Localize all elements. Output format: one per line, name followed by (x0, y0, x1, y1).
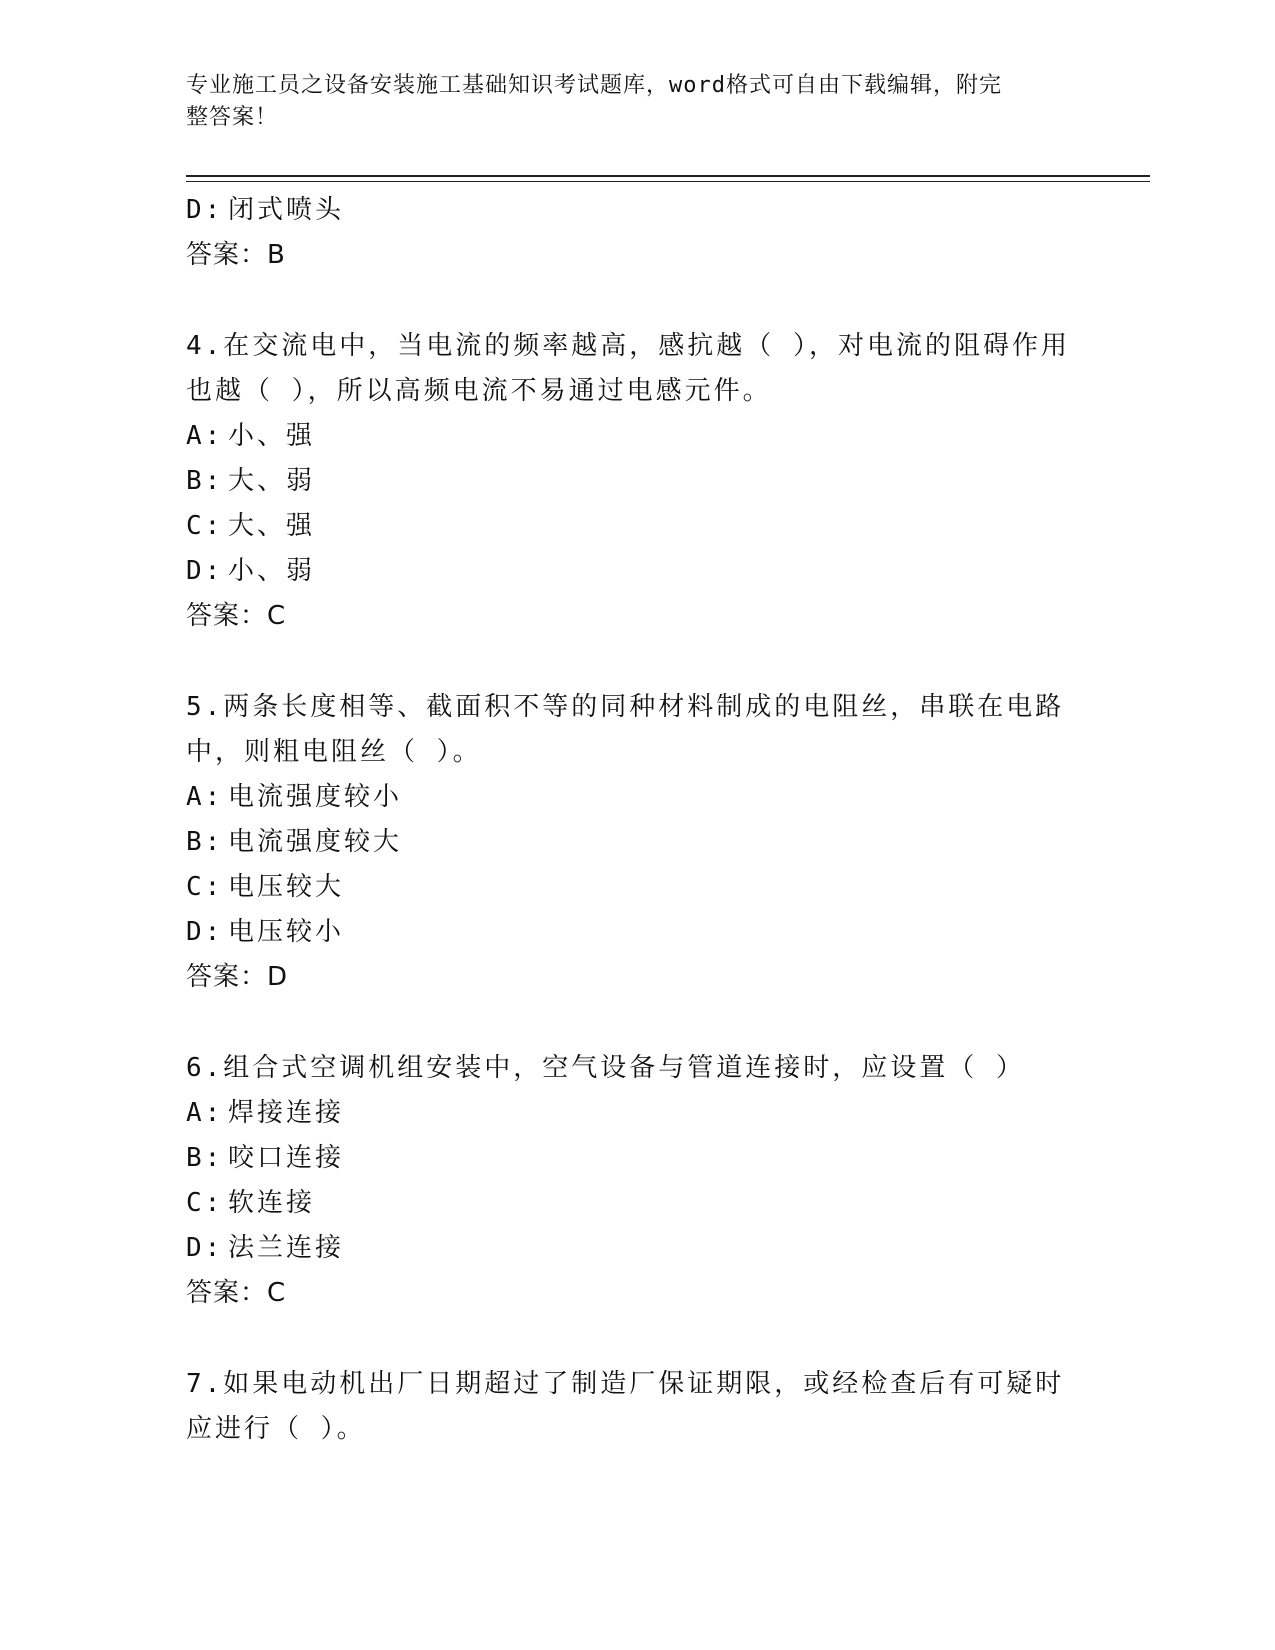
question-text: 7.如果电动机出厂日期超过了制造厂保证期限，或经检查后有可疑时 (186, 1369, 1065, 1399)
option-d (186, 549, 1086, 594)
option-c (186, 1181, 1086, 1226)
option-b (186, 459, 1086, 504)
option-d (186, 1226, 1086, 1271)
option-text: 大、强 (228, 511, 316, 541)
question-text: 中，则粗电阻丝（ ）。 (186, 737, 482, 767)
option-text: 电流强度较小 (228, 782, 403, 812)
option-letter: B: (186, 827, 224, 857)
question-block (186, 685, 1086, 1000)
option-letter: B: (186, 1143, 224, 1173)
option-text: 电压较小 (228, 917, 345, 947)
option-letter: B: (186, 466, 224, 496)
question-text: 应进行（ ）。 (186, 1414, 366, 1444)
header-rule-thin (186, 181, 1150, 182)
question-block (186, 324, 1086, 639)
answer-line: 答案：D (186, 962, 289, 992)
option-c (186, 865, 1086, 910)
option-b (186, 820, 1086, 865)
option-text: 大、弱 (228, 466, 316, 496)
question-text: 5.两条长度相等、截面积不等的同种材料制成的电阻丝，串联在电路 (186, 692, 1065, 722)
option-c (186, 504, 1086, 549)
answer-line: 答案：C (186, 1278, 287, 1308)
option-letter: A: (186, 421, 224, 451)
option-letter: A: (186, 782, 224, 812)
option-a (186, 775, 1086, 820)
header-rule-thick (186, 175, 1150, 177)
option-a (186, 414, 1086, 459)
question-text: 也越（ ），所以高频电流不易通过电感元件。 (186, 376, 772, 406)
option-text: 焊接连接 (228, 1098, 345, 1128)
option-letter: D: (186, 917, 224, 947)
option-letter: A: (186, 1098, 224, 1128)
question-text: 4.在交流电中，当电流的频率越高，感抗越（ ），对电流的阻碍作用 (186, 331, 1070, 361)
option-letter: D: (186, 556, 224, 586)
option-text: 电压较大 (228, 872, 345, 902)
question-text: 6.组合式空调机组安装中，空气设备与管道连接时，应设置（ ） (186, 1053, 1025, 1083)
option-text: 小、强 (228, 421, 316, 451)
header-line-2: 整答案！ (186, 105, 279, 130)
option-text: 咬口连接 (228, 1143, 345, 1173)
option-b (186, 1136, 1086, 1181)
option-d (186, 188, 1086, 233)
option-d (186, 910, 1086, 955)
option-letter: D: (186, 1233, 224, 1263)
option-text: 法兰连接 (228, 1233, 345, 1263)
answer-line: 答案：B (186, 240, 286, 270)
option-text: 软连接 (228, 1188, 316, 1218)
question-block (186, 1362, 1086, 1452)
option-letter: C: (186, 872, 224, 902)
option-text: 电流强度较大 (228, 827, 403, 857)
page-header (186, 70, 1066, 134)
header-line-1: 专业施工员之设备安装施工基础知识考试题库，word格式可自由下载编辑，附完 (186, 73, 1002, 98)
document-content (186, 188, 1086, 1452)
option-text: 闭式喷头 (228, 195, 345, 225)
question-block (186, 1046, 1086, 1316)
option-letter: D: (186, 195, 224, 225)
option-letter: C: (186, 1188, 224, 1218)
answer-line: 答案：C (186, 601, 287, 631)
option-text: 小、弱 (228, 556, 316, 586)
option-a (186, 1091, 1086, 1136)
option-letter: C: (186, 511, 224, 541)
